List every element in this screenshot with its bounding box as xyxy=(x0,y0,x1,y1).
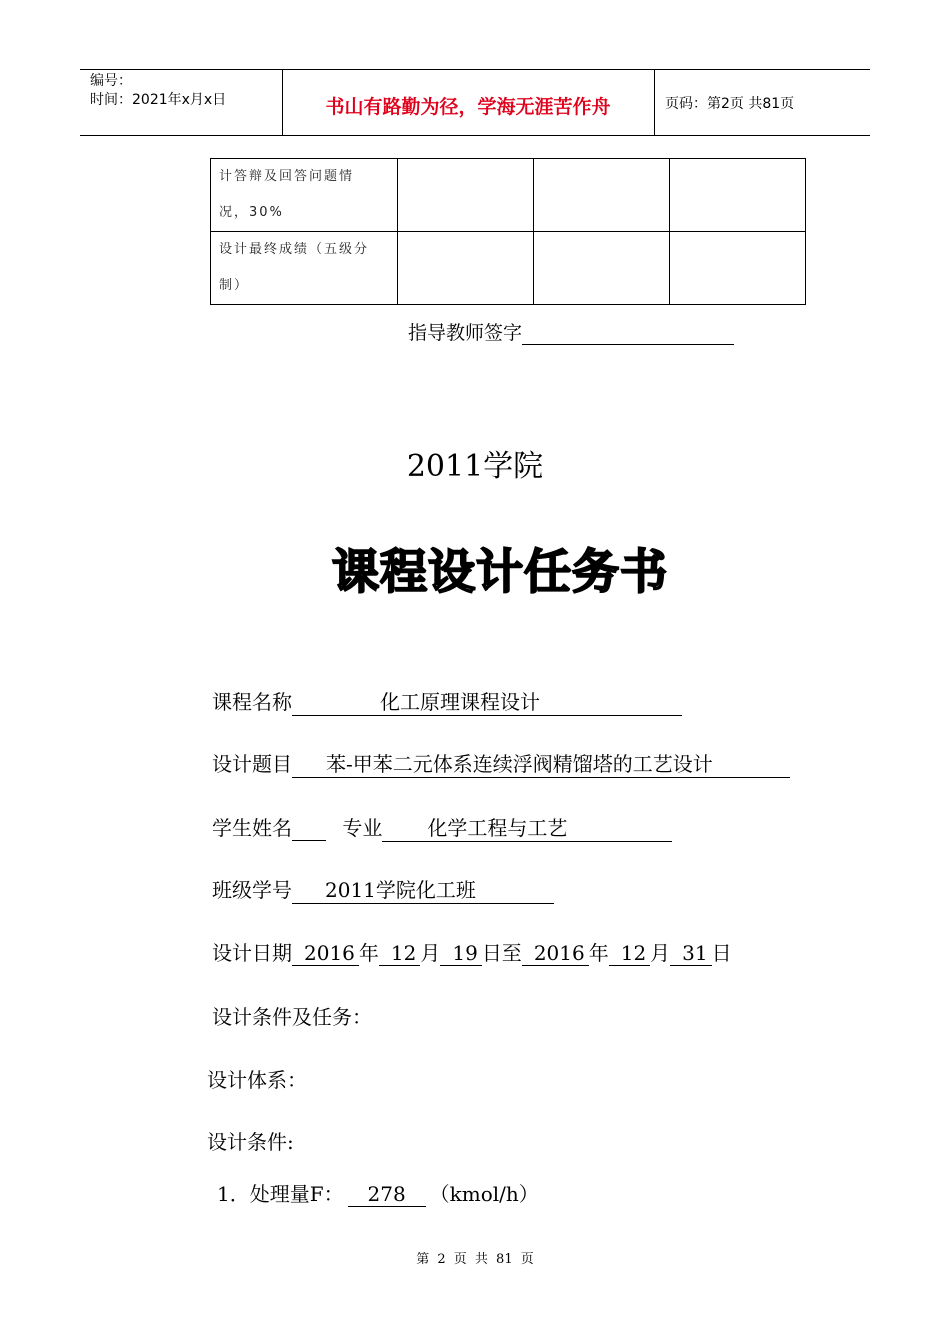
start-year: 2016 xyxy=(292,941,359,966)
class-row xyxy=(212,874,554,904)
topic-text: 苯-甲苯二元体系连续浮阀精馏塔的工艺设计 xyxy=(326,752,713,776)
student-name-blank xyxy=(292,816,326,841)
end-day: 31 xyxy=(670,941,711,966)
item-1 xyxy=(217,1178,539,1207)
score-cell xyxy=(534,232,670,305)
start-day: 19 xyxy=(440,941,481,966)
major-label: 专业 xyxy=(342,816,383,840)
item-1-prefix: 1．处理量F： xyxy=(217,1182,344,1206)
header-divider-right xyxy=(654,69,655,135)
date-row xyxy=(212,937,732,966)
major-value xyxy=(382,812,672,842)
start-month: 12 xyxy=(379,941,420,966)
score-cell xyxy=(398,232,534,305)
page-footer: 第 2 页 共 81 页 xyxy=(416,1252,534,1267)
month-char: 月 xyxy=(420,941,441,965)
course-name-text: 化工原理课程设计 xyxy=(380,690,540,714)
item-1-value-text: 278 xyxy=(367,1182,406,1206)
row-label-line: 计答辩及回答问题情 xyxy=(219,169,355,184)
score-cell xyxy=(398,159,534,232)
student-name-label: 学生姓名 xyxy=(212,816,292,840)
topic-row xyxy=(212,748,790,778)
time-label: 时间：2021年x月x日 xyxy=(90,92,227,108)
score-cell xyxy=(534,159,670,232)
signature-label: 指导教师签字 xyxy=(408,322,523,344)
tasks-heading: 设计条件及任务： xyxy=(212,1005,372,1029)
day-to: 日至 xyxy=(481,941,522,965)
class-text: 2011学院化工班 xyxy=(325,878,476,902)
header-motto: 书山有路勤为径，学海无涯苦作舟 xyxy=(325,96,611,118)
year-char: 年 xyxy=(588,941,609,965)
year-char: 年 xyxy=(358,941,379,965)
table-row xyxy=(211,159,806,232)
item-1-value xyxy=(348,1182,426,1207)
end-year: 2016 xyxy=(522,941,589,966)
row-label-line: 制） xyxy=(219,278,250,293)
row-label-line: 设计最终成绩（五级分 xyxy=(219,242,370,257)
serial-label: 编号： xyxy=(90,73,132,89)
header-page-info: 页码：第2页 共81页 xyxy=(665,96,795,112)
header-bottom-rule xyxy=(80,135,870,136)
table-row xyxy=(211,232,806,305)
class-label: 班级学号 xyxy=(212,878,292,902)
date-label: 设计日期 xyxy=(212,941,292,965)
topic-value xyxy=(292,748,790,778)
course-name-row xyxy=(212,686,682,716)
score-cell xyxy=(670,159,806,232)
major-text: 化学工程与工艺 xyxy=(427,816,568,840)
header-meta xyxy=(90,72,226,110)
score-table xyxy=(210,158,806,305)
topic-label: 设计题目 xyxy=(212,752,292,776)
month-char: 月 xyxy=(650,941,671,965)
row-label-line: 况，30% xyxy=(219,205,284,220)
score-cell xyxy=(670,232,806,305)
college-name: 2011学院 xyxy=(406,449,544,484)
main-title: 课程设计任务书 xyxy=(332,545,668,600)
student-row xyxy=(212,812,672,842)
row-label xyxy=(211,232,398,305)
class-value xyxy=(292,874,554,904)
end-month: 12 xyxy=(609,941,650,966)
day-char: 日 xyxy=(711,941,732,965)
item-1-unit: （kmol/h） xyxy=(429,1182,539,1206)
header-top-rule xyxy=(80,69,870,70)
course-name-label: 课程名称 xyxy=(212,690,292,714)
signature-blank xyxy=(522,324,734,345)
conditions-label: 设计条件: xyxy=(207,1130,294,1154)
signature-line xyxy=(408,318,734,345)
system-label: 设计体系： xyxy=(207,1068,307,1092)
course-name-value xyxy=(292,686,682,716)
row-label xyxy=(211,159,398,232)
